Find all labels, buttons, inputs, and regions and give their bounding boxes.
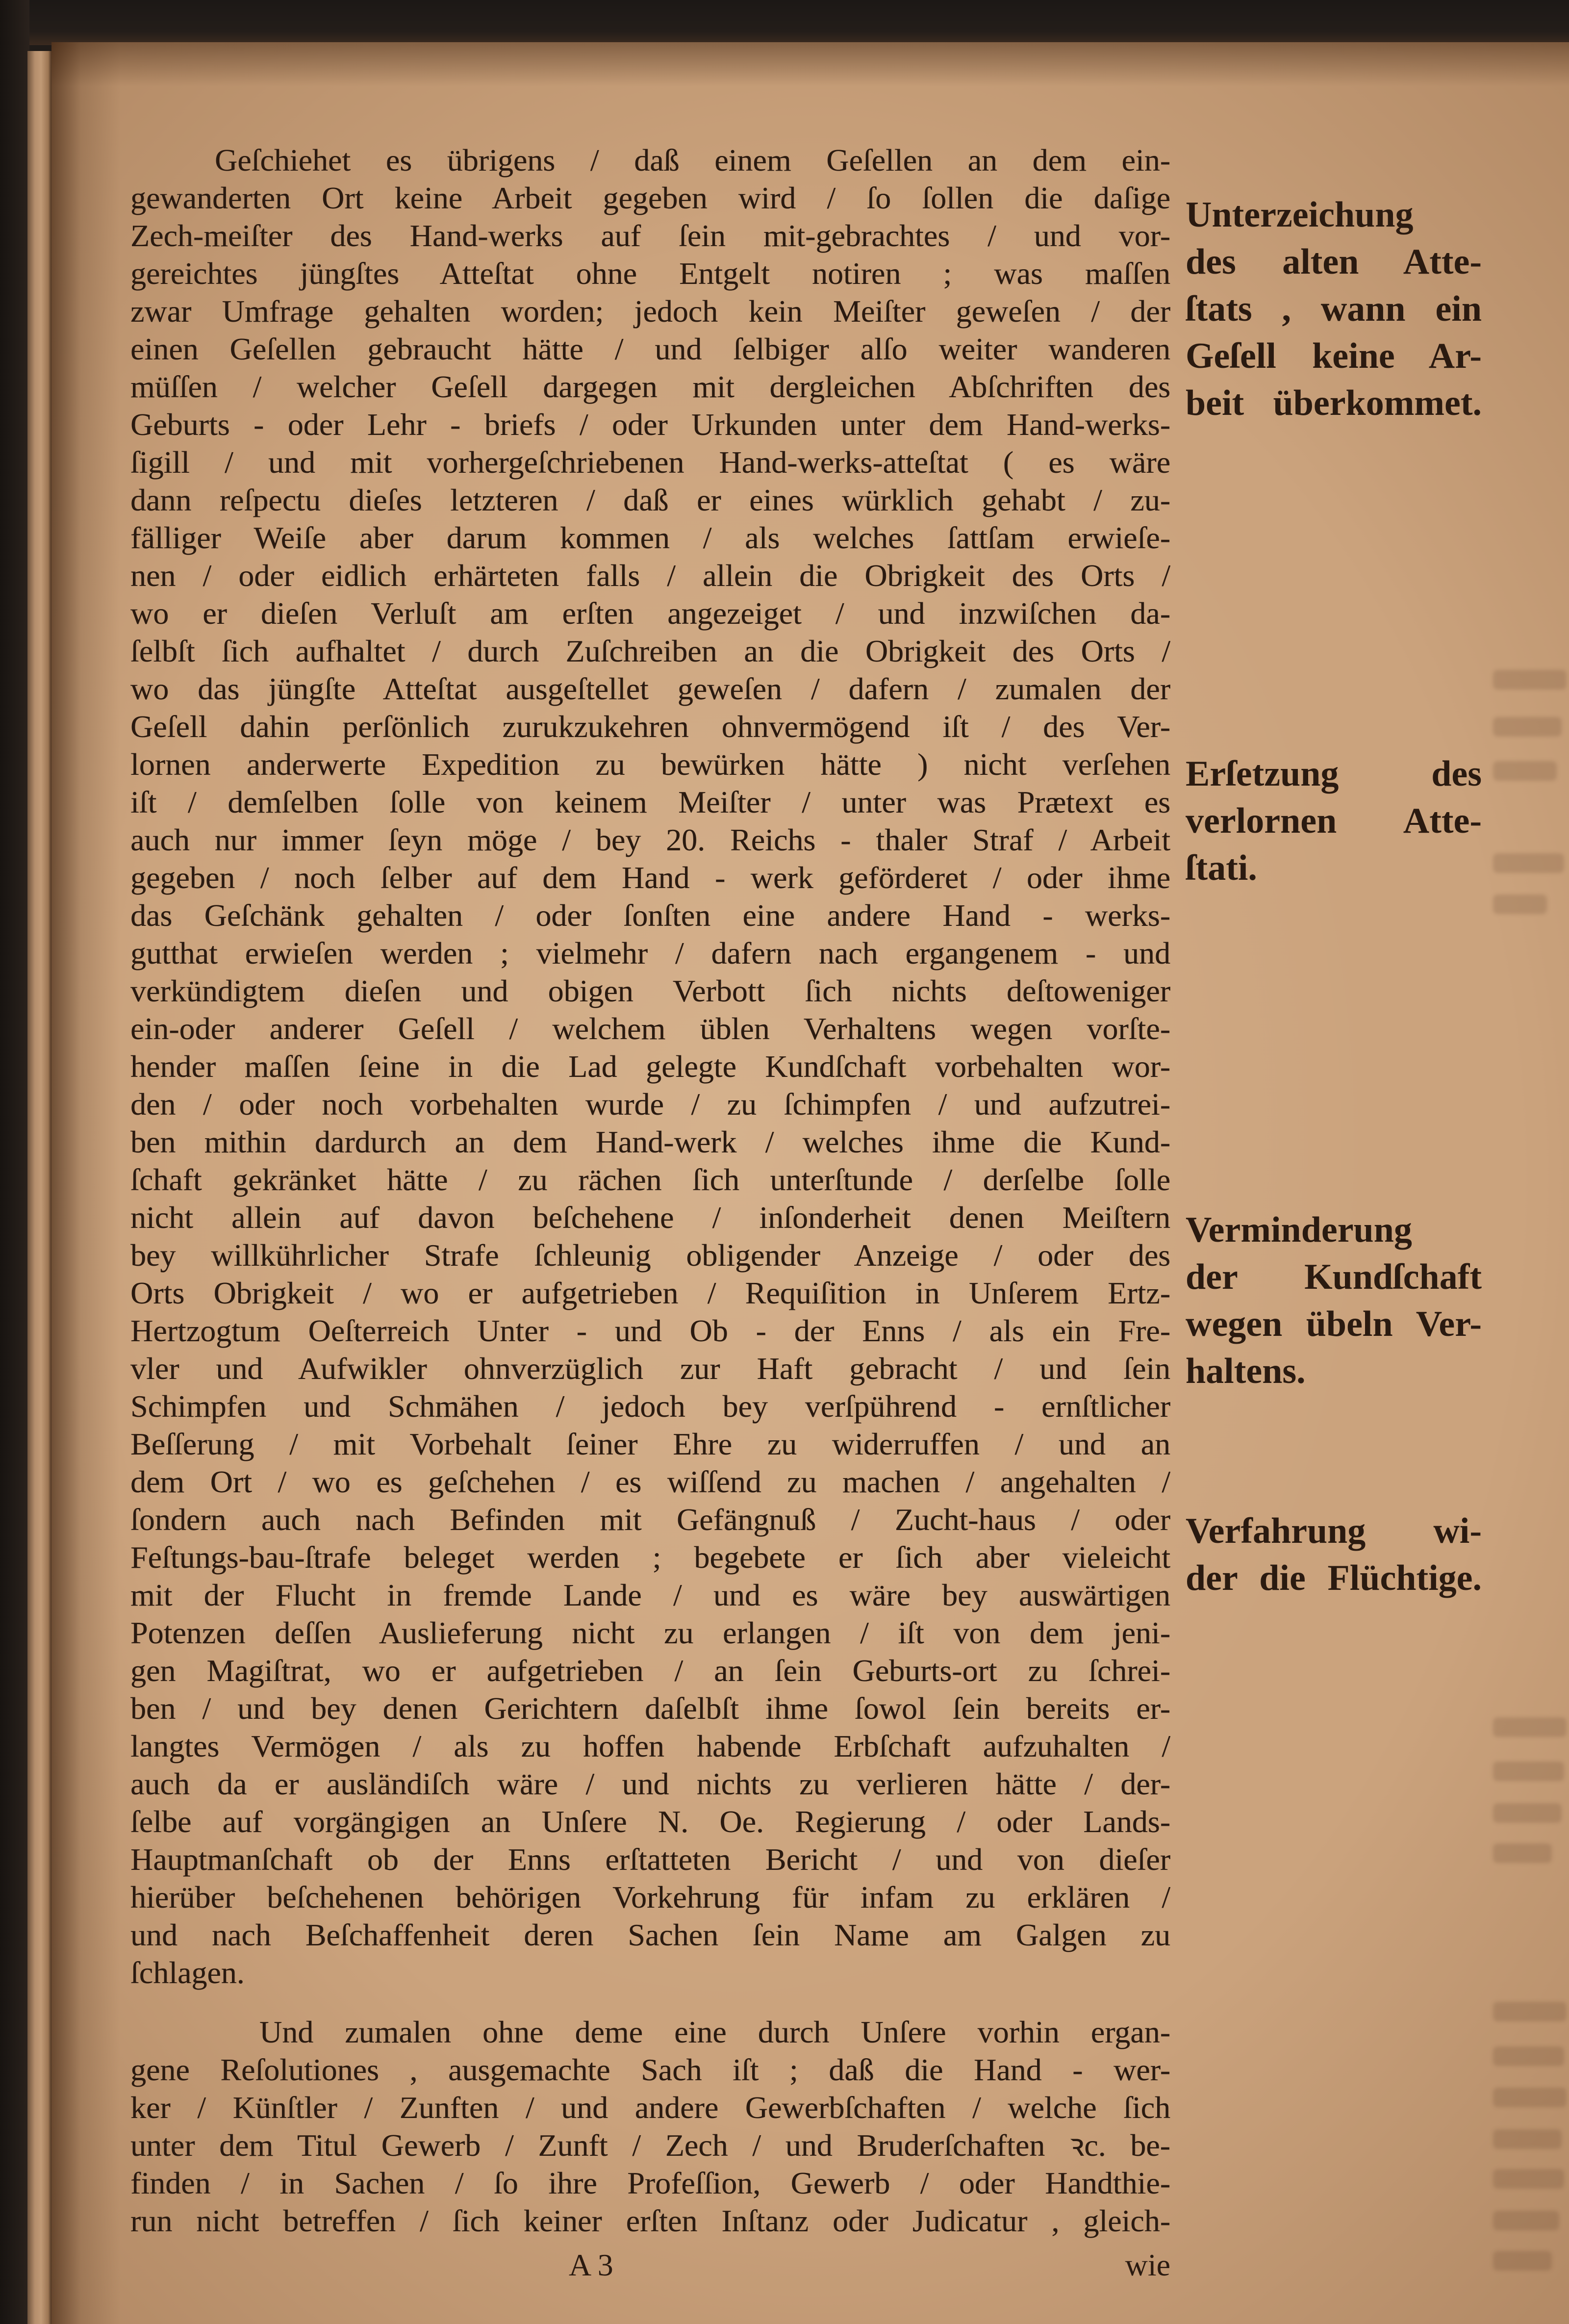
text-line: wo er dieſen Verluſt am erſten angezeiget / und inzwiſchen da- — [130, 596, 1170, 631]
text-line: dann reſpectu dieſes letzteren / daß er eines würklich gehabt / zu- — [130, 483, 1170, 517]
text-line: lornen anderwerte Expedition zu bewürken hätte ) nicht verſehen — [130, 747, 1170, 782]
text-line: bey willkührlicher Strafe ſchleunig obligender Anzeige / oder des — [130, 1238, 1170, 1273]
text-line: Beſſerung / mit Vorbehalt ſeiner Ehre zu widerruffen / und an — [130, 1427, 1170, 1461]
margin-note-line: Unterzeichung — [1186, 195, 1414, 235]
text-line: fälliger Weiſe aber darum kommen / als welches ſattſam erwieſe- — [130, 520, 1170, 555]
text-line: verkündigtem dieſen und obigen Verbott ſich nichts deſtoweniger — [130, 973, 1170, 1008]
text-line: einen Geſellen gebraucht hätte / und ſelbiger alſo weiter wanderen — [130, 332, 1170, 366]
text-line: auch da er ausländiſch wäre / und nichts zu verlieren hätte / der- — [130, 1766, 1170, 1801]
text-line: auch nur immer ſeyn möge / bey 20. Reichs - thaler Straf / Arbeit — [130, 822, 1170, 857]
show-through-text — [1493, 2046, 1564, 2066]
text-line: ein-oder anderer Geſell / welchem üblen Verhaltens wegen vorſte- — [130, 1011, 1170, 1046]
show-through-text — [1493, 761, 1557, 781]
paragraph — [130, 141, 1170, 1992]
signature-mark: A 3 — [569, 2247, 613, 2282]
text-line: ben / und bey denen Gerichtern daſelbſt ihme ſowol ſein bereits er- — [130, 1691, 1170, 1726]
top-background — [0, 0, 1569, 45]
text-line: das Geſchänk gehalten / oder ſonſten eine andere Hand - werks- — [130, 898, 1170, 933]
text-line: ſchaft gekränket hätte / zu rächen ſich unterſtunde / derſelbe ſolle — [130, 1162, 1170, 1197]
text-line: nicht allein auf davon beſchehene / inſonderheit denen Meiſtern — [130, 1200, 1170, 1235]
margin-note-line: ſtati. — [1186, 848, 1257, 888]
text-line: mit der Flucht in fremde Lande / und es wäre bey auswärtigen — [130, 1578, 1170, 1612]
text-line: ſchlagen. — [130, 1955, 245, 1990]
text-line: ſelbe auf vorgängigen an Unſere N. Oe. Regierung / oder Lands- — [130, 1804, 1170, 1839]
text-line: Geſchiehet es übrigens / daß einem Geſellen an dem ein- — [215, 143, 1170, 178]
text-line: Zech-meiſter des Hand-werks auf ſein mit-gebrachtes / und vor- — [130, 218, 1170, 253]
show-through-text — [1493, 2129, 1562, 2149]
margin-note-line: der Kundſchaft — [1186, 1257, 1482, 1297]
show-through-text — [1493, 2251, 1552, 2271]
text-line: gereichtes jüngſtes Atteſtat ohne Entgelt notiren ; was maſſen — [130, 256, 1170, 291]
text-line: Orts Obrigkeit / wo er aufgetrieben / Requiſition in Unſerem Ertz- — [130, 1276, 1170, 1310]
margin-note — [1186, 191, 1482, 427]
margin-note-line: wegen übeln Ver- — [1186, 1304, 1482, 1344]
show-through-text — [1493, 2169, 1564, 2189]
text-line: Und zumalen ohne deme eine durch Unſere vorhin ergan- — [259, 2015, 1170, 2049]
text-line: Hauptmanſchaft ob der Enns erſtatteten Bericht / und von dieſer — [130, 1842, 1170, 1877]
text-line: wo das jüngſte Atteſtat ausgeſtellet geweſen / dafern / zumalen der — [130, 671, 1170, 706]
text-line: ſondern auch nach Befinden mit Gefängnuß / Zucht-haus / oder — [130, 1502, 1170, 1537]
show-through-text — [1493, 1843, 1552, 1863]
text-line: nen / oder eidlich erhärteten falls / allein die Obrigkeit des Orts / — [130, 558, 1170, 593]
text-line: hierüber beſchehenen behörigen Vorkehrung für infam zu erklären / — [130, 1880, 1170, 1915]
margin-note-line: verlornen Atte- — [1186, 801, 1482, 841]
margin-note-line: Erſetzung des — [1186, 754, 1482, 794]
show-through-text — [1493, 853, 1564, 873]
margin-note-line: der die Flüchtige. — [1186, 1558, 1482, 1598]
text-line: hender maſſen ſeine in die Lad gelegte Kundſchaft vorbehalten wor- — [130, 1049, 1170, 1084]
show-through-text — [1493, 1717, 1567, 1737]
text-line: Geſell dahin perſönlich zurukzukehren ohnvermögend iſt / des Ver- — [130, 709, 1170, 744]
text-line: unter dem Titul Gewerb / Zunft / Zech / und Bruderſchaften ꝛc. be- — [130, 2128, 1170, 2163]
show-through-text — [1493, 2088, 1567, 2107]
margin-note-line: Verfahrung wi- — [1186, 1511, 1482, 1551]
text-line: ker / Künſtler / Zunften / und andere Gewerbſchaften / welche ſich — [130, 2090, 1170, 2125]
show-through-text — [1493, 1762, 1564, 1781]
text-line: run nicht betreffen / ſich keiner erſten Inſtanz oder Judicatur , gleich- — [130, 2203, 1170, 2238]
text-line: vler und Aufwikler ohnverzüglich zur Haft gebracht / und ſein — [130, 1351, 1170, 1386]
margin-note-line: Geſell keine Ar- — [1186, 336, 1482, 376]
text-line: gewanderten Ort keine Arbeit gegeben wird / ſo ſollen die daſige — [130, 180, 1170, 215]
text-line: ſigill / und mit vorhergeſchriebenen Hand-werks-atteſtat ( es wäre — [130, 445, 1170, 480]
margin-note-line: Verminderung — [1186, 1210, 1412, 1250]
margin-note — [1186, 750, 1482, 892]
text-line: langtes Vermögen / als zu hoffen habende Erbſchaft aufzuhalten / — [130, 1729, 1170, 1763]
margin-note-line: ſtats , wann ein — [1186, 289, 1482, 329]
show-through-text — [1493, 2211, 1559, 2230]
text-line: finden / in Sachen / ſo ihre Profeſſion, Gewerb / oder Handthie- — [130, 2166, 1170, 2200]
text-line: dem Ort / wo es geſchehen / es wiſſend zu machen / angehalten / — [130, 1464, 1170, 1499]
text-line: gene Reſolutiones , ausgemachte Sach iſt ; daß die Hand - wer- — [130, 2052, 1170, 2087]
show-through-text — [1493, 894, 1547, 914]
text-line: gutthat erwieſen werden ; vielmehr / dafern nach ergangenem - und — [130, 936, 1170, 970]
margin-note-line: des alten Atte- — [1186, 242, 1482, 282]
text-line: Potenzen deſſen Auslieferung nicht zu erlangen / iſt von dem jeni- — [130, 1615, 1170, 1650]
show-through-text — [1493, 1803, 1562, 1823]
text-line: ſelbſt ſich aufhaltet / durch Zuſchreiben an die Obrigkeit des Orts / — [130, 634, 1170, 668]
text-line: gen Magiſtrat, wo er aufgetrieben / an ſein Geburts-ort zu ſchrei- — [130, 1653, 1170, 1688]
margin-note-line: haltens. — [1186, 1351, 1306, 1391]
text-line: Geburts - oder Lehr - briefs / oder Urkunden unter dem Hand-werks- — [130, 407, 1170, 442]
text-line: iſt / demſelben ſolle von keinem Meiſter / unter was Prætext es — [130, 785, 1170, 819]
text-line: den / oder noch vorbehalten wurde / zu ſchimpfen / und aufzutrei- — [130, 1087, 1170, 1122]
text-line: und nach Beſchaffenheit deren Sachen ſein Name am Galgen zu — [130, 1917, 1170, 1952]
catchword: wie — [1125, 2247, 1170, 2282]
paragraph — [130, 2013, 1170, 2240]
margin-note — [1186, 1507, 1482, 1602]
show-through-text — [1493, 2002, 1567, 2021]
show-through-text — [1493, 670, 1567, 690]
previous-page-edge — [27, 51, 52, 2324]
text-line: Schimpfen und Schmähen / jedoch bey verſpührend - ernſtlicher — [130, 1389, 1170, 1424]
text-line: Feſtungs-bau-ſtrafe beleget werden ; begebete er ſich aber vieleicht — [130, 1540, 1170, 1575]
text-line: müſſen / welcher Geſell dargegen mit dergleichen Abſchriften des — [130, 369, 1170, 404]
show-through-text — [1493, 717, 1562, 737]
book-binding — [0, 0, 29, 2324]
text-line: Hertzogtum Oeſterreich Unter - und Ob - der Enns / als ein Fre- — [130, 1313, 1170, 1348]
text-line: zwar Umfrage gehalten worden; jedoch kein Meiſter geweſen / der — [130, 294, 1170, 329]
margin-note-line: beit überkommet. — [1186, 383, 1482, 423]
text-line: gegeben / noch ſelber auf dem Hand - werk geförderet / oder ihme — [130, 860, 1170, 895]
margin-note — [1186, 1206, 1482, 1395]
text-line: ben mithin dardurch an dem Hand-werk / welches ihme die Kund- — [130, 1124, 1170, 1159]
